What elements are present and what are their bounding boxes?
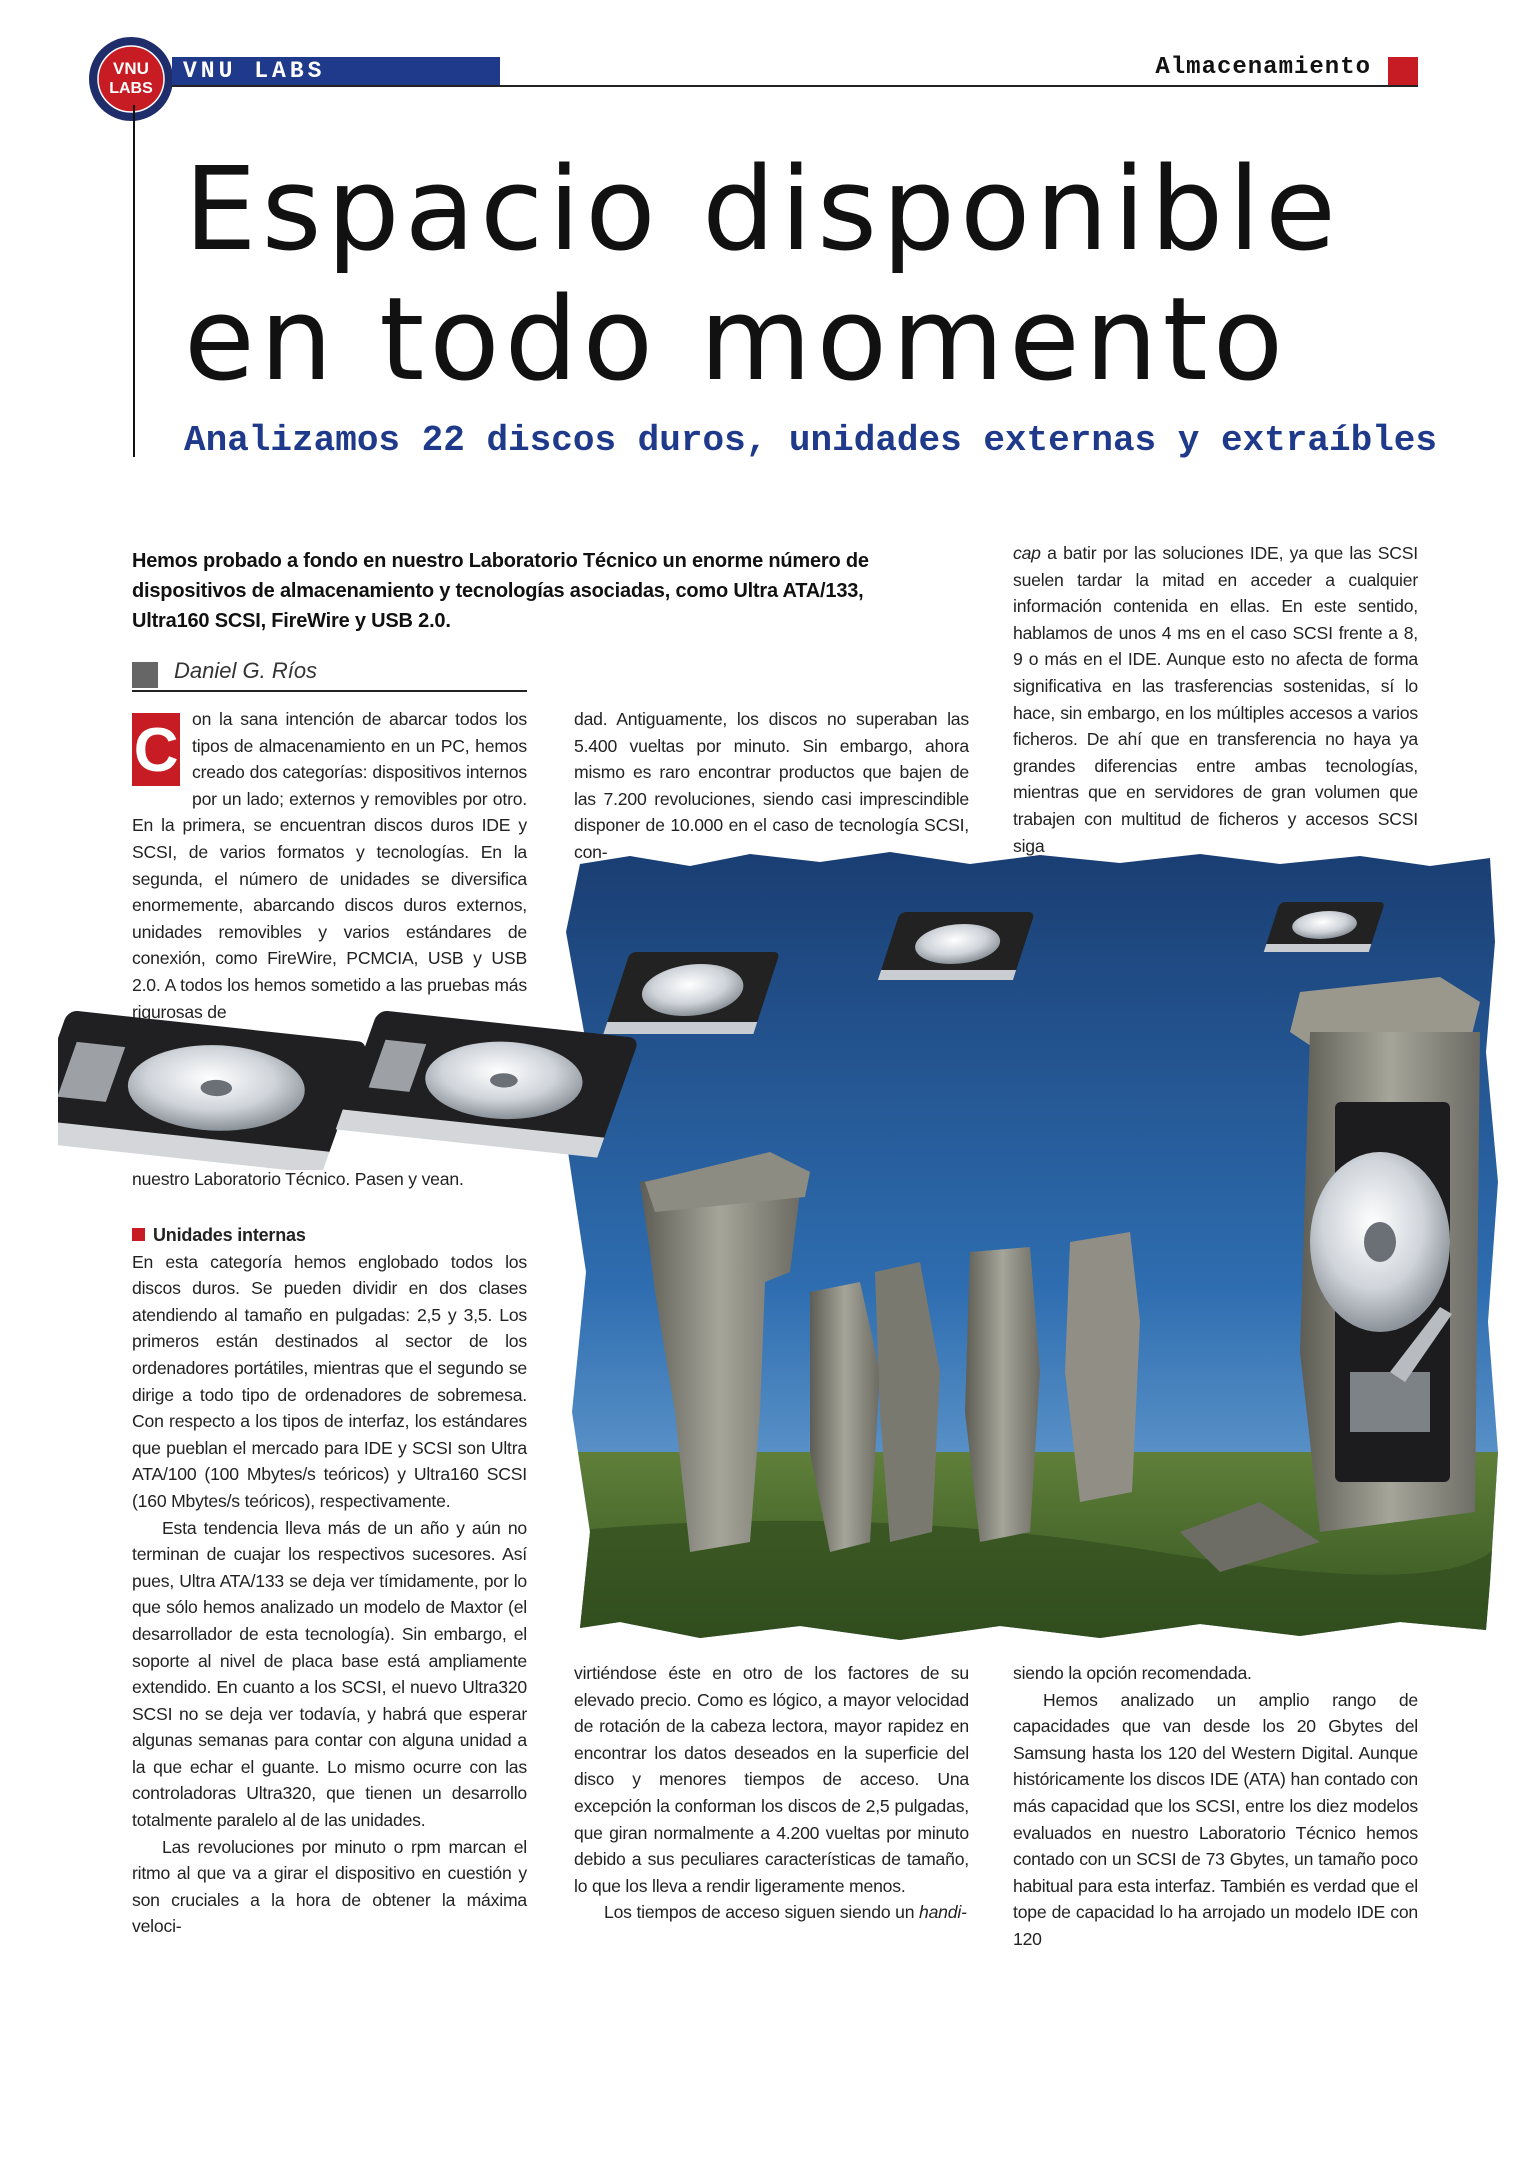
paragraph: [574, 1899, 969, 1926]
article-subtitle: Analizamos 22 discos duros, unidades externas y extraíbles: [184, 420, 1438, 461]
byline: [132, 654, 527, 692]
author-name: Daniel G. Ríos: [174, 658, 318, 683]
paragraph: virtiéndose éste en otro de los factores de su elevado precio. Como es lógico, a mayor velocidad de rotación de la cabeza lectora, mayor rapidez en encontrar los datos deseados en la superficie del disco y menores tiempos de acceso. Una excepción la conforman los discos de 2,5 pulgadas, que giran normalmente a 4.200 vueltas por minuto debido a sus peculiares características de tamaño, lo que los lleva a rendir ligeramente menos.: [574, 1663, 969, 1896]
section-marker: [132, 1228, 145, 1241]
paragraph-text: on la sana intención de abarcar todos los tipos de almacenamiento en un PC, hemos creado dos categorías: dispositivos internos por un lado; externos y removibles por otro. En la primera, se encuentran discos duros IDE y SCSI, de varios formatos y tecnologías. En la segunda, el número de unidades se diversifica enormemente, abarcando discos duros externos, unidades removibles y varios estándares de conexión, como FireWire, PCMCIA, USB y USB 2.0. A todos los hemos sometido a las pruebas más rigurosas de: [132, 709, 527, 1022]
category-marker: [1388, 57, 1418, 85]
section-label: VNU LABS: [183, 58, 326, 84]
column-1-bottom: [132, 1166, 527, 1940]
paragraph: [1013, 540, 1418, 859]
byline-marker: [132, 662, 158, 688]
paragraph: dad. Antiguamente, los discos no superaban las 5.400 vueltas por minuto. Sin embargo, ahora mismo es raro encontrar productos que bajen de las 7.200 revoluciones, siendo casi imprescindible disponer de 10.000 en el caso de tecnología SCSI, con-: [574, 709, 969, 862]
paragraph: Las revoluciones por minuto o rpm marcan el ritmo al que va a girar el dispositivo en cuestión y son cruciales a la hora de obtener la máxima veloci-: [132, 1836, 527, 1937]
hard-drive-2: [336, 1010, 640, 1158]
paragraph: Esta tendencia lleva más de un año y aún no terminan de cuajar los respectivos sucesores. Así pues, Ultra ATA/133 se deja ver tímidamente, por lo que sólo hemos analizado un modelo de Maxtor (el desarrollador de esta tecnología). Sin embargo, el soporte al nivel de placa base está ampliamente extendido. En cuanto a los SCSI, el nuevo Ultra320 SCSI no se deja ver todavía, y habrá que esperar algunas semanas para contar con alguna unidad a la que echar el guante. Lo mismo ocurre con las controladoras Ultra320, que tienen un desarrollo totalmente paralelo al de las unidades.: [132, 1517, 527, 1831]
paragraph: nuestro Laboratorio Técnico. Pasen y vean.: [132, 1169, 464, 1189]
flying-hard-drives-left: [58, 995, 663, 1170]
column-2-top: [574, 706, 969, 866]
drop-cap: C: [132, 713, 180, 786]
logo-text-labs: LABS: [109, 80, 153, 97]
paragraph: siendo la opción recomendada.: [1013, 1663, 1252, 1683]
category-label: Almacenamiento: [1155, 54, 1371, 81]
column-3-top: [1013, 540, 1418, 859]
stonehenge-hard-drive-illustration: [560, 852, 1500, 1642]
paragraph: [132, 706, 527, 1025]
italic-word: cap: [1013, 543, 1041, 563]
column-2-bottom: [574, 1660, 969, 1926]
header-rule: [172, 85, 1418, 87]
section-heading-text: Unidades internas: [153, 1224, 306, 1245]
title-rule: [133, 105, 135, 457]
paragraph-text: Los tiempos de acceso siguen siendo un: [604, 1902, 915, 1923]
logo-text-vnu: VNU: [113, 59, 149, 78]
hard-drive-1: [58, 1010, 368, 1170]
article-intro: Hemos probado a fondo en nuestro Laboratorio Técnico un enorme número de dispositivos de almacenamiento y tecnologías asociadas, como Ultra ATA/133, Ultra160 SCSI, FireWire y USB 2.0.: [132, 550, 869, 632]
paragraph: Hemos analizado un amplio rango de capacidades que van desde los 20 Gbytes del Samsung hasta los 120 del Western Digital. Aunque históricamente los discos IDE (ATA) han contado con más capacidad que los SCSI, entre los diez modelos evaluados en nuestro Laboratorio Técnico hemos contado con un SCSI de 73 Gbytes, un tamaño poco habitual para esta interfaz. También es verdad que el tope de capacidad lo ha arrojado un modelo IDE con 120: [1013, 1689, 1418, 1949]
column-3-bottom: [1013, 1660, 1418, 1953]
italic-word: handi-: [918, 1902, 967, 1923]
article-title: Espacio disponible en todo momento: [184, 143, 1341, 407]
section-heading: [132, 1221, 527, 1249]
vnu-labs-logo: [88, 36, 174, 122]
paragraph: En esta categoría hemos englobado todos los discos duros. Se pueden dividir en dos clases atendiendo al tamaño en pulgadas: 2,5 y 3,5. Los primeros están destinados al sector de los ordenadores portátiles, mientras que el segundo se dirige a todo tipo de ordenadores de sobremesa. Con respecto a los tipos de interfaz, los estándares que pueblan el mercado para IDE y SCSI son Ultra ATA/100 (100 Mbytes/s teóricos) y Ultra160 SCSI (160 Mbytes/s teóricos), respectivamente.: [132, 1251, 527, 1511]
column-1-top: [132, 706, 527, 1025]
paragraph-text: a batir por las soluciones IDE, ya que las SCSI suelen tardar la mitad en acceder a cualquier información contenida en ellas. En este sentido, hablamos de unos 4 ms en el caso SCSI frente a 8, 9 o más en el IDE. Aunque esto no afecta de forma significativa en las trasferencias sostenidas, sí lo hace, sin embargo, en los múltiples accesos a varios ficheros. De ahí que en transferencia no haya ya grandes diferencias entre ambas tecnologías, mientras que en servidores de gran volumen que trabajen con multitud de ficheros y accesos SCSI siga: [1013, 543, 1418, 856]
